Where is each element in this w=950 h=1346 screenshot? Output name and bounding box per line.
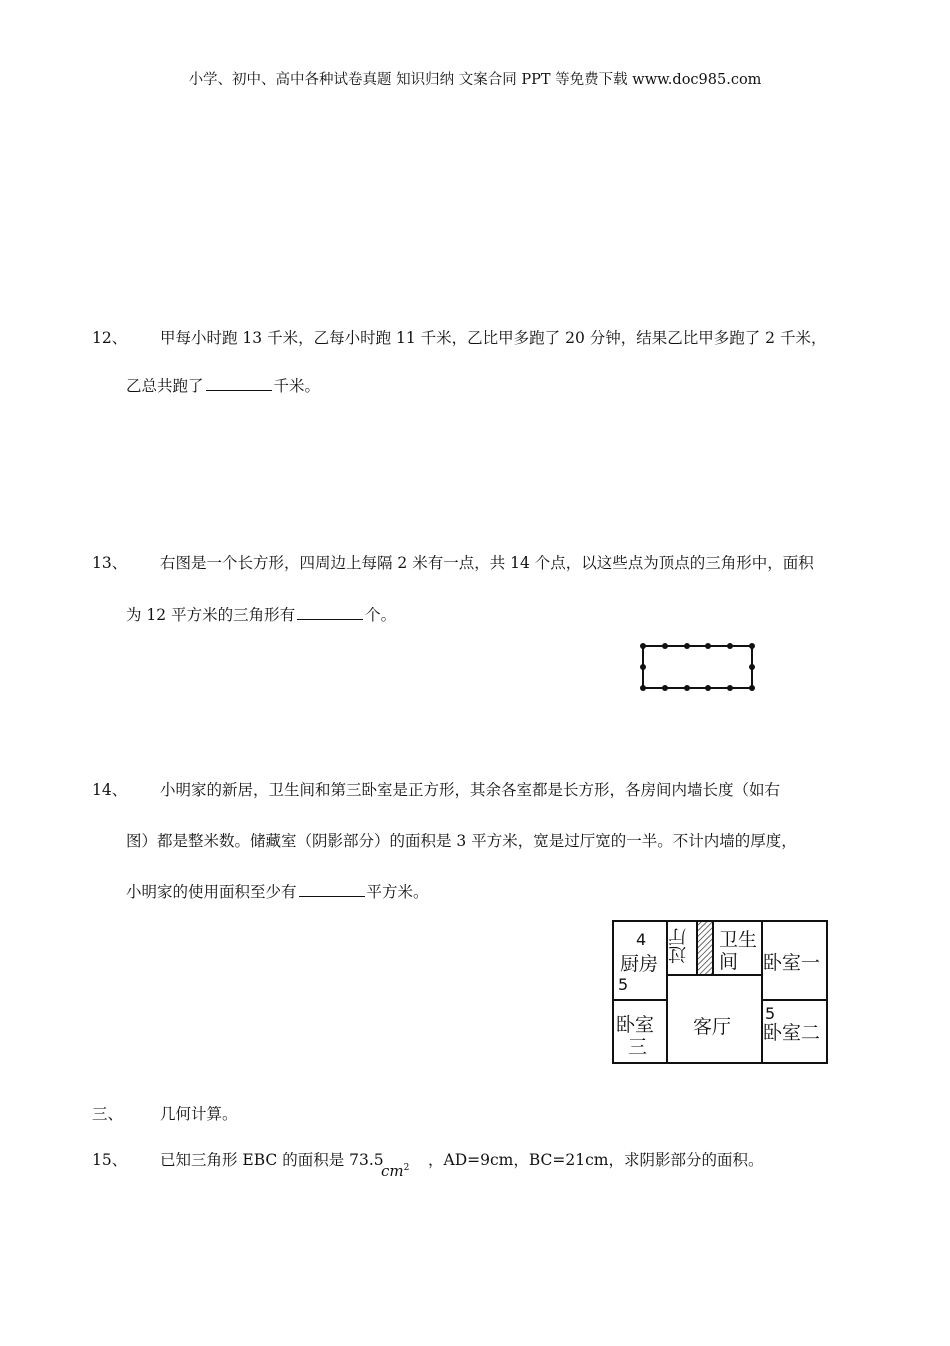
point <box>727 643 733 649</box>
point <box>662 685 668 691</box>
q14-number: 14、 <box>92 781 128 799</box>
point <box>640 643 646 649</box>
point <box>705 685 711 691</box>
point <box>684 643 690 649</box>
point <box>749 643 755 649</box>
bedroom3-label-2: 三 <box>628 1036 648 1058</box>
kitchen-dimension-top: 4 <box>636 930 647 949</box>
bathroom-label-1: 卫生 <box>719 929 758 951</box>
point <box>684 685 690 691</box>
q12-line2 <box>126 374 320 396</box>
point <box>749 685 755 691</box>
bedroom2-label: 卧室二 <box>763 1022 821 1044</box>
dotted-rectangle-figure <box>636 640 760 692</box>
kitchen-label: 厨房 <box>620 953 659 975</box>
q15-unit-power: 2 <box>403 1163 410 1173</box>
q14-line1: 小明家的新居，卫生间和第三卧室是正方形，其余各室都是长方形，各房间内墙长度（如右 <box>160 781 781 799</box>
q15-text-before: 已知三角形 EBC 的面积是 73.5 <box>160 1151 384 1169</box>
bedroom2-dimension: 5 <box>765 1004 776 1023</box>
q12-line2-after: 千米。 <box>273 377 321 395</box>
q14-answer-blank[interactable] <box>299 882 365 897</box>
section3-title: 几何计算。 <box>160 1105 238 1123</box>
bathroom-label-2: 间 <box>719 951 739 973</box>
kitchen-dimension-bottom: 5 <box>618 975 629 994</box>
q14-line3-before: 小明家的使用面积至少有 <box>126 883 297 901</box>
hall-label: 过厅 <box>668 928 689 964</box>
bedroom3-label-1: 卧室 <box>616 1014 655 1036</box>
point <box>640 664 646 670</box>
q13-number: 13、 <box>92 554 128 572</box>
point <box>662 643 668 649</box>
q15-unit-base: cm <box>381 1162 404 1180</box>
q12-number: 12、 <box>92 329 128 347</box>
point <box>705 643 711 649</box>
q12-line1: 甲每小时跑 13 千米，乙每小时跑 11 千米，乙比甲多跑了 20 分钟，结果乙比甲多跑了 2 千米， <box>160 329 827 347</box>
point <box>727 685 733 691</box>
q12-answer-blank[interactable] <box>206 376 272 391</box>
q13-line1: 右图是一个长方形，四周边上每隔 2 米有一点，共 14 个点，以这些点为顶点的三角形中，面积 <box>160 554 814 572</box>
page-header: 小学、初中、高中各种试卷真题 知识归纳 文案合同 PPT 等免费下载 www.doc985.com <box>188 72 762 88</box>
q15-number: 15、 <box>92 1151 128 1169</box>
storage-room-shaded <box>697 922 712 974</box>
q14-line2: 图）都是整米数。储藏室（阴影部分）的面积是 3 平方米，宽是过厅宽的一半。不计内墙的厚度， <box>126 832 797 850</box>
floor-plan-figure <box>612 920 828 1064</box>
q14-line3 <box>126 880 429 902</box>
rectangle-points <box>640 643 755 691</box>
q13-line2 <box>126 603 396 625</box>
point <box>640 685 646 691</box>
q12-line2-before: 乙总共跑了 <box>126 377 204 395</box>
q15-unit <box>381 1162 409 1180</box>
q13-line2-after: 个。 <box>365 606 397 624</box>
q13-line2-before: 为 12 平方米的三角形有 <box>126 606 296 624</box>
living-room-label: 客厅 <box>693 1016 732 1038</box>
bedroom1-label: 卧室一 <box>763 952 821 974</box>
q13-answer-blank[interactable] <box>297 605 363 620</box>
point <box>749 664 755 670</box>
q15-text-after: ，AD=9cm，BC=21cm，求阴影部分的面积。 <box>428 1151 764 1169</box>
rectangle-outline <box>643 646 752 688</box>
section3-number: 三、 <box>92 1105 124 1123</box>
q14-line3-after: 平方米。 <box>366 883 429 901</box>
